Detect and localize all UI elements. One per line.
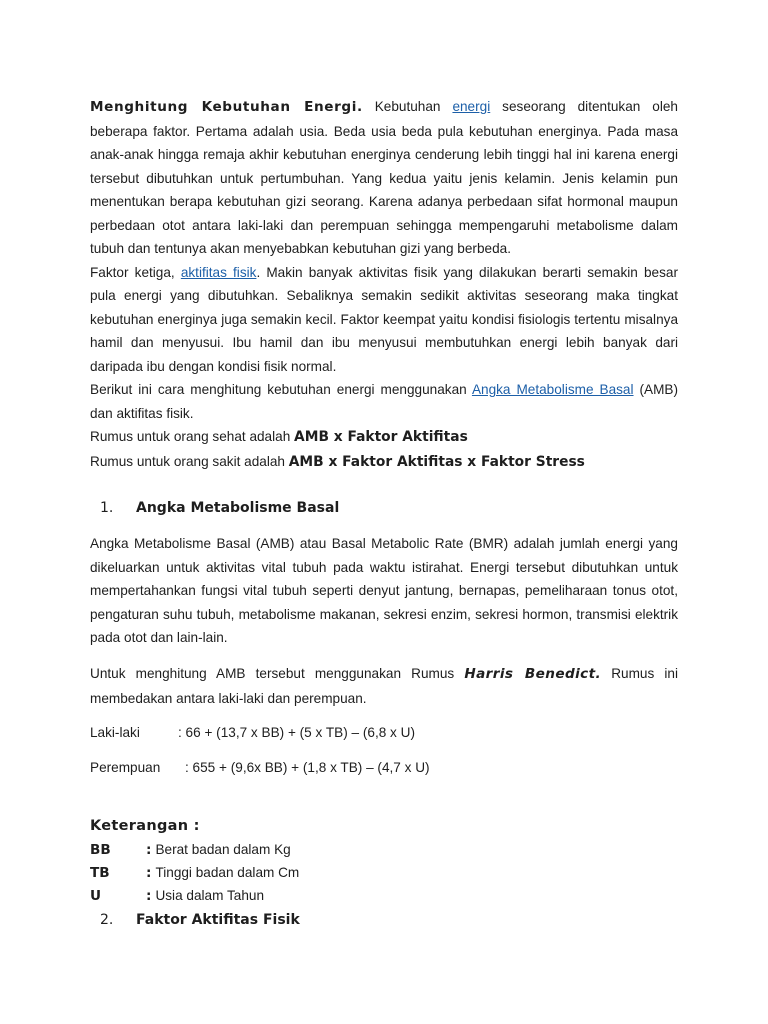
male-formula-row [90,723,415,743]
keterangan-desc: Usia dalam Tahun [155,888,265,903]
keterangan-key: TB [90,865,110,881]
link-angka-metabolisme-basal[interactable]: Angka Metabolisme Basal [471,382,634,397]
keterangan-title: Keterangan : [90,818,200,834]
harris-paragraph-text [90,662,678,710]
keterangan-title-row [90,816,200,836]
intro-text [90,95,678,474]
keterangan-key: U [90,888,102,904]
link-aktifitas-fisik[interactable]: aktifitas fisik [180,264,257,280]
heading-2-number: 2. [100,912,114,928]
healthy-formula-line [90,425,678,450]
keterangan-colon: : [146,888,152,904]
heading-1 [100,498,339,518]
link-energi[interactable]: energi [452,99,491,114]
harris-paragraph [90,662,678,710]
female-formula: : 655 + (9,6x BB) + (1,8 x TB) – (4,7 x U) [185,760,430,775]
heading-2 [100,910,300,930]
heading-1-title: Angka Metabolisme Basal [136,500,340,516]
paragraph-2-lead: Faktor ketiga, [90,264,181,280]
keterangan-colon: : [146,865,152,881]
female-formula-row [90,758,430,778]
harris-benedict-name: Harris Benedict. [464,666,602,682]
paragraph-3-body: (AMB) dan aktifitas fisik. [90,382,679,421]
amb-paragraph-text: Angka Metabolisme Basal (AMB) atau Basal Metabolic Rate (BMR) adalah jumlah energi yang dikeluarkan untuk aktivitas vital tubuh pada waktu istirahat. Energi tersebut dibutuhkan untuk mempertahankan fungsi vital tubuh seperti denyut jantung, bernapas, pemeliharaan tonus otot, pengaturan suhu tubuh, metabolisme makanan, sekresi enzim, sekresi hormon, transmisi elektrik pada otot dan lain-lain. [90,536,678,645]
keterangan-desc: Tinggi badan dalam Cm [155,865,300,880]
keterangan-desc: Berat badan dalam Kg [155,842,291,857]
harris-body: Rumus ini membedakan antara laki-laki dan perempuan. [90,666,678,706]
paragraph-1-body: seseorang ditentukan oleh beberapa faktor. Pertama adalah usia. Beda usia beda pula kebutuhan energinya. Pada masa anak-anak hingga remaja akhir kebutuhan energinya cenderung lebih tinggi hal ini karena energi tersebut dibutuhkan untuk pertumbuhan. Yang kedua yaitu jenis kelamin. Jenis kelamin pun menentukan berapa kebutuhan gizi seorang. Karena adanya perbedaan sifat hormonal maupun perbedaan otot antara laki-laki dan perempuan sehingga mempengaruhi metabolisme dalam tubuh dan tentunya akan menyebabkan kebutuhan gizi yang berbeda. [90,99,678,256]
paragraph-2 [90,261,678,379]
keterangan-row-tb [90,863,299,883]
harris-lead: Untuk menghitung AMB tersebut menggunakan Rumus [90,666,465,681]
sick-formula: AMB x Faktor Aktifitas x Faktor Stress [288,453,585,470]
paragraph-3-lead: Berikut ini cara menghitung kebutuhan energi menggunakan [90,382,472,397]
amb-paragraph [90,532,678,650]
healthy-formula: AMB x Faktor Aktifitas [294,429,468,445]
heading-2-title: Faktor Aktifitas Fisik [136,912,300,928]
keterangan-key: BB [90,842,111,858]
male-label: Laki-laki [90,725,140,740]
sick-formula-label: Rumus untuk orang sakit adalah [90,453,289,469]
section-title: Menghitung Kebutuhan Energi. [90,99,363,115]
female-label: Perempuan [90,760,161,775]
keterangan-colon: : [146,842,152,858]
paragraph-1 [90,95,678,261]
paragraph-2-body: . Makin banyak aktivitas fisik yang dilakukan berarti semakin besar pula energi yang dibutuhkan. Sebaliknya semakin sedikit aktivitas seseorang maka tingkat kebutuhan energinya juga semakin kecil. Faktor keempat yaitu kondisi fisiologis tertentu misalnya hamil dan menyusui. Ibu hamil dan ibu menyusui membutuhkan energi lebih banyak dari daripada ibu dengan kondisi fisik normal. [90,264,678,374]
male-formula: : 66 + (13,7 x BB) + (5 x TB) – (6,8 x U) [178,725,415,740]
sick-formula-line [90,450,678,475]
paragraph-1-lead: Kebutuhan [362,99,453,114]
keterangan-row-bb [90,840,291,860]
heading-1-number: 1. [100,500,114,516]
keterangan-row-u [90,886,264,906]
healthy-formula-label: Rumus untuk orang sehat adalah [90,429,295,444]
paragraph-3 [90,378,678,425]
